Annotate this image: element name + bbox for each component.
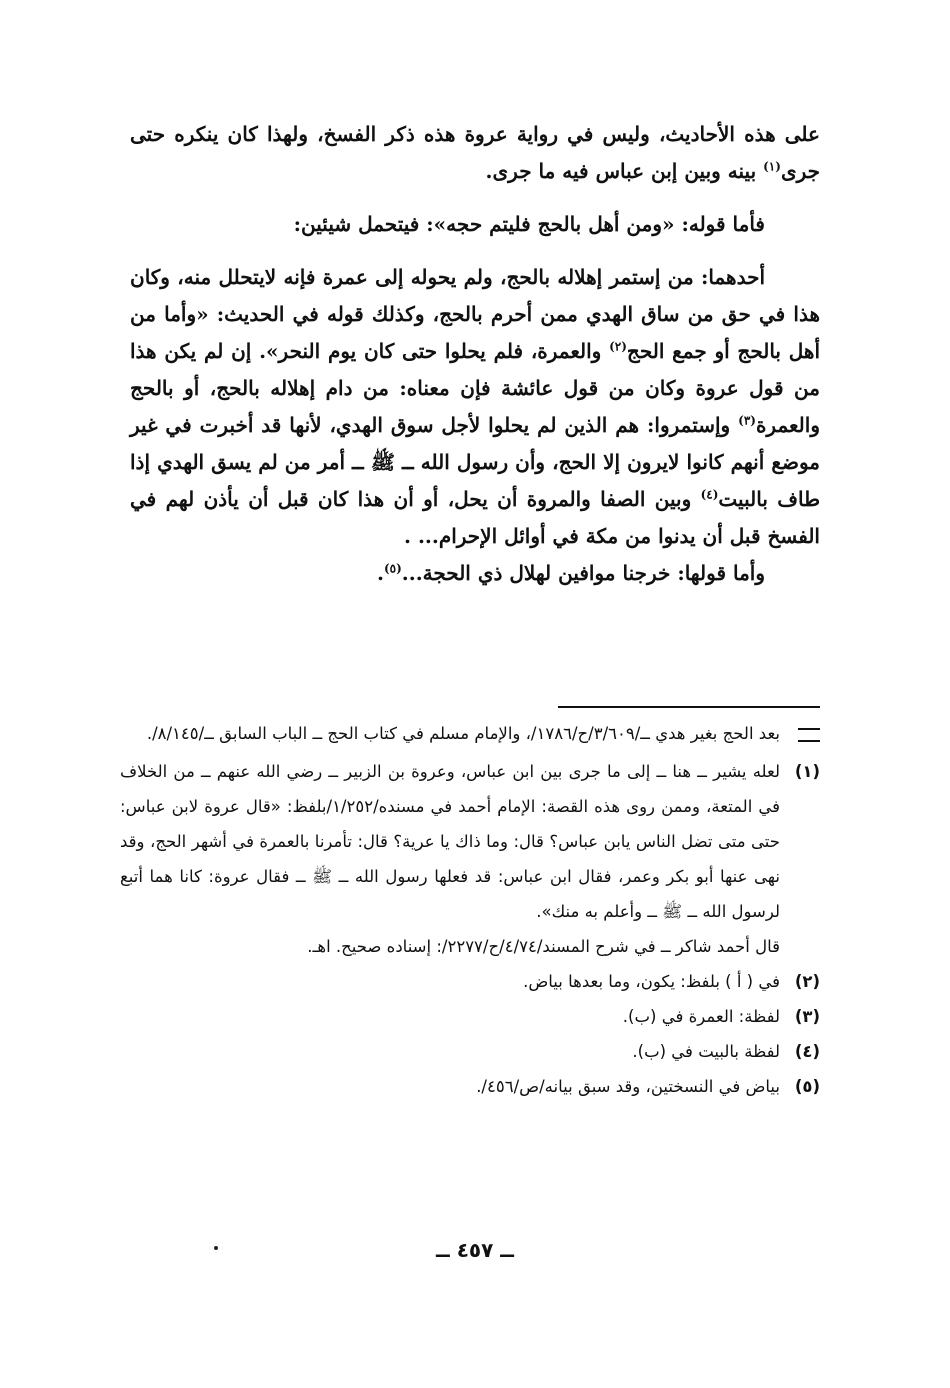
footnote-2-mark: (٢): [794, 972, 820, 991]
footnote-ref-3[interactable]: (٣): [738, 413, 756, 428]
footnote-continuation: [120, 716, 820, 754]
footnote-4: [120, 1034, 820, 1069]
footnote-1-text: لعله يشير ــ هنا ــ إلى ما جرى بين ابن عباس، وعروة بن الزبير ــ رضي الله عنهم ــ من الخلاف في المتعة، وممن روى هذه القصة: الإمام أحمد في مسنده/١/٢٥٢/بلفظ: «قال عروة لابن عباس: حتى متى تضل الناس يابن عباس؟ قال: وما ذاك يا عرية؟ قال: تأمرنا بالعمرة في أشهر الحج، وقد نهى عنها أبو بكر وعمر، فقال ابن عباس: قد فعلها رسول الله ــ ﷺ ــ فقال عروة: كانا هما أتبع لرسول الله ــ ﷺ ــ وأعلم به منك».: [120, 762, 780, 921]
footnote-3: [120, 999, 820, 1034]
footnote-5-mark: (٥): [794, 1077, 820, 1096]
footnote-ref-1[interactable]: (١): [763, 159, 781, 174]
footnote-2-text: في ( أ ) بلفظ: يكون، وما بعدها بياض.: [523, 972, 780, 991]
footnote-ref-5[interactable]: (٥): [383, 561, 402, 576]
paragraph-3: أحدهما: من إستمر إهلاله بالحج، ولم يحوله إلى عمرة فإنه لايتحلل منه، وكان هذا في حق من ساق الهدي ممن أحرم بالحج، وكذلك قوله في الحديث: «وأما من أهل بالحج أو جمع الحج$^{(٢)}$ والعمرة، فلم يحلوا حتى كان يوم النحر». إن لم يكن هذا من قول عروة وكان من قول عائشة فإن معناه: من دام إهلاله بالحج، أو بالحج والعمرة$^{(٣)}$ وإستمروا: هم الذين لم يحلوا لأجل سوق الهدي، لأنها قد أخبرت في غير موضع أنهم كانوا لايرون إلا الحج، وأن رسول الله ــ ﷺ ــ أمر من لم يسق الهدي إذا طاف بالبيت$^{(٤)}$ وبين الصفا والمروة أن يحل، أو أن هذا كان قبل أن يأذن لهم في الفسخ قبل أن يدنوا من مكة في أوائل الإحرام... .: [130, 265, 820, 548]
footnote-1-extra: قال أحمد شاكر ــ في شرح المسند/٤/٧٤/ح/٢٢٧٧/: إسناده صحيح. اهـ.: [307, 937, 780, 956]
footnotes: [120, 716, 820, 1104]
footnote-1: [120, 754, 820, 929]
footnote-3-mark: (٣): [794, 1007, 820, 1026]
footnote-3-text: لفظة: العمرة في (ب).: [622, 1007, 780, 1026]
equals-icon: [798, 728, 820, 742]
main-text: [130, 116, 820, 592]
footnote-separator: [558, 706, 820, 708]
footnote-4-text: لفظة بالبيت في (ب).: [632, 1042, 780, 1061]
stray-dot: [214, 1246, 218, 1250]
footnote-4-mark: (٤): [794, 1042, 820, 1061]
footnote-2: [120, 964, 820, 999]
footnote-5: [120, 1069, 820, 1104]
footnote-ref-4[interactable]: (٤): [700, 487, 719, 502]
footnote-ref-2[interactable]: (٢): [609, 339, 627, 354]
page-number: ــ ٤٥٧ ــ: [436, 1238, 514, 1262]
paragraph-4: وأما قولها: خرجنا موافين لهلال ذي الحجة...$^{(٥)}$.: [376, 561, 765, 585]
footnote-1-mark: (١): [794, 762, 820, 781]
paragraph-2: فأما قوله: «ومن أهل بالحج فليتم حجه»: فيتحمل شيئين:: [293, 212, 765, 236]
footnote-continuation-text: بعد الحج بغير هدي ــ/٣/٦٠٩/ح/١٧٨٦/، والإمام مسلم في كتاب الحج ــ الباب السابق ــ/٨/١٤٥/.: [146, 724, 780, 743]
paragraph-1: على هذه الأحاديث، وليس في رواية عروة هذه ذكر الفسخ، ولهذا كان ينكره حتى جرى$^{(١)}$ بينه وبين إبن عباس فيه ما جرى.: [130, 122, 820, 183]
footnote-5-text: بياض في النسختين، وقد سبق بيانه/ص/٤٥٦/.: [476, 1077, 780, 1096]
